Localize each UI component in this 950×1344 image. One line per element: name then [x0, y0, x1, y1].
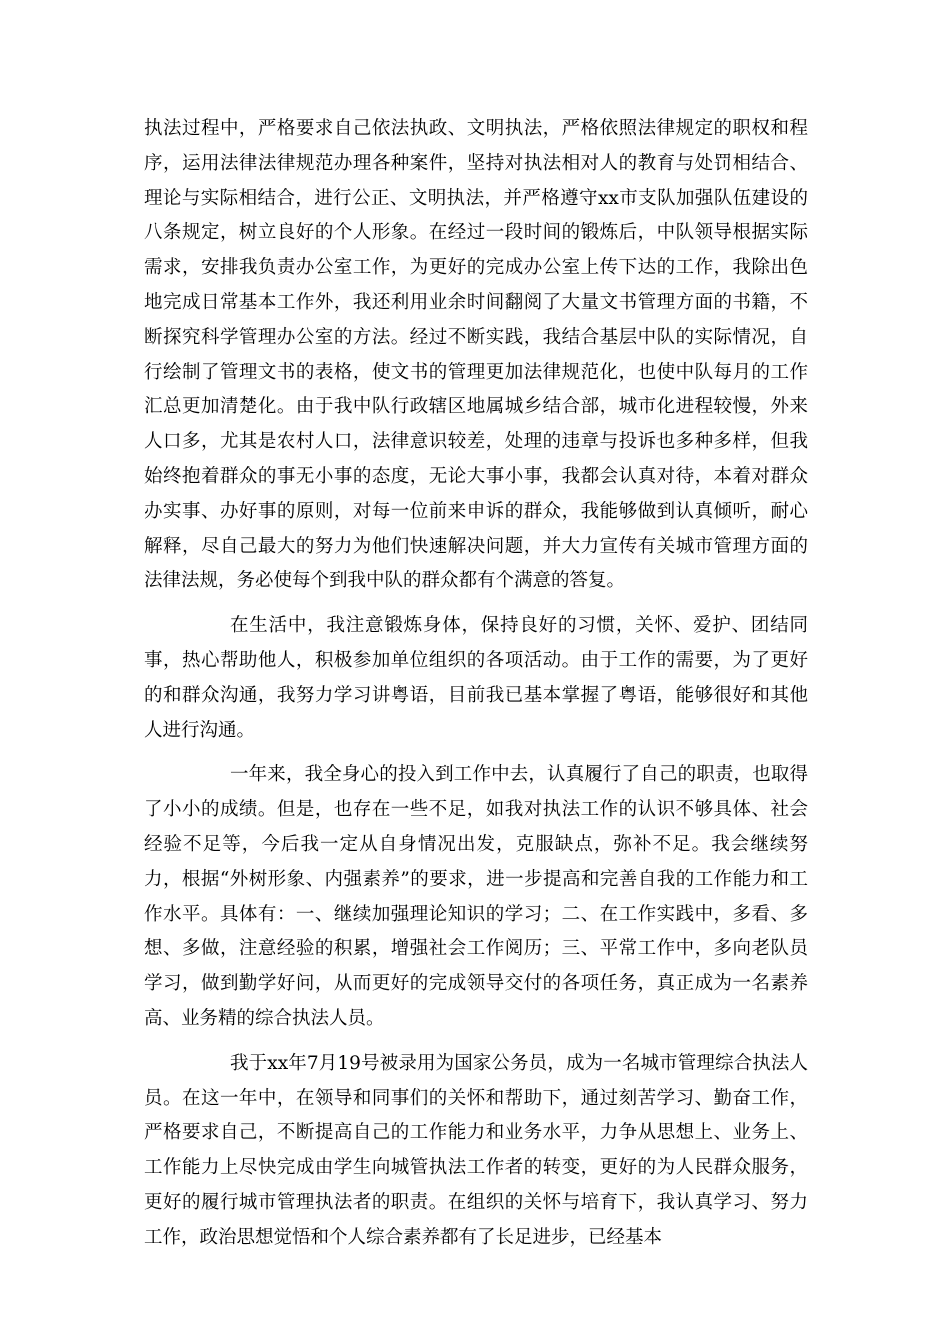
paragraph-continuation: 执法过程中，严格要求自己依法执政、文明执法，严格依照法律规定的职权和程序，运用法律法律规范办理各种案件，坚持对执法相对人的教育与处罚相结合、理论与实际相结合，进行公正、文明执法，并严格遵守xx市支队加强队伍建设的八条规定，树立良好的个人形象。在经过一段时间的锻炼后，中队领导根据实际需求，安排我负责办公室工作，为更好的完成办公室上传下达的工作，我除出色地完成日常基本工作外，我还利用业余时间翻阅了大量文书管理方面的书籍，不断探究科学管理办公室的方法。经过不断实践，我结合基层中队的实际情况，自行绘制了管理文书的表格，使文书的管理更加法律规范化，也使中队每月的工作汇总更加清楚化。由于我中队行政辖区地属城乡结合部，城市化进程较慢，外来人口多，尤其是农村人口，法律意识较差，处理的违章与投诉也多种多样，但我始终抱着群众的事无小事的态度，无论大事小事，我都会认真对待，本着对群众办实事、办好事的原则，对每一位前来申诉的群众，我能够做到认真倾听，耐心解释，尽自己最大的努力为他们快速解决问题，并大力宣传有关城市管理方面的法律法规，务必使每个到我中队的群众都有个满意的答复。	[144, 118, 808, 592]
paragraph-daily-life: 在生活中，我注意锻炼身体，保持良好的习惯，关怀、爱护、团结同事，热心帮助他人，积极参加单位组织的各项活动。由于工作的需要，为了更好的和群众沟通，我努力学习讲粤语，目前我已基本掌握了粤语，能够很好和其他人进行沟通。	[144, 615, 808, 741]
document-page	[144, 112, 808, 1266]
paragraph-civil-servant: 我于xx年7月19号被录用为国家公务员，成为一名城市管理综合执法人员。在这一年中，在领导和同事们的关怀和帮助下，通过刻苦学习、勤奋工作，严格要求自己，不断提高自己的工作能力和业务水平，力争从思想上、业务上、工作能力上尽快完成由学生向城管执法工作者的转变，更好的为人民群众服务，更好的履行城市管理执法者的职责。在组织的关怀与培育下，我认真学习、努力工作，政治思想觉悟和个人综合素养都有了长足进步，已经基本	[144, 1052, 808, 1248]
paragraph-year-summary: 一年来，我全身心的投入到工作中去，认真履行了自己的职责，也取得了小小的成绩。但是，也存在一些不足，如我对执法工作的认识不够具体、社会经验不足等，今后我一定从自身情况出发，克服缺点，弥补不足。我会继续努力，根据“外树形象、内强素养”的要求，进一步提高和完善自我的工作能力和工作水平。具体有：一、继续加强理论知识的学习；二、在工作实践中，多看、多想、多做，注意经验的积累，增强社会工作阅历；三、平常工作中，多向老队员学习，做到勤学好问，从而更好的完成领导交付的各项任务，真正成为一名素养高、业务精的综合执法人员。	[144, 764, 808, 1029]
